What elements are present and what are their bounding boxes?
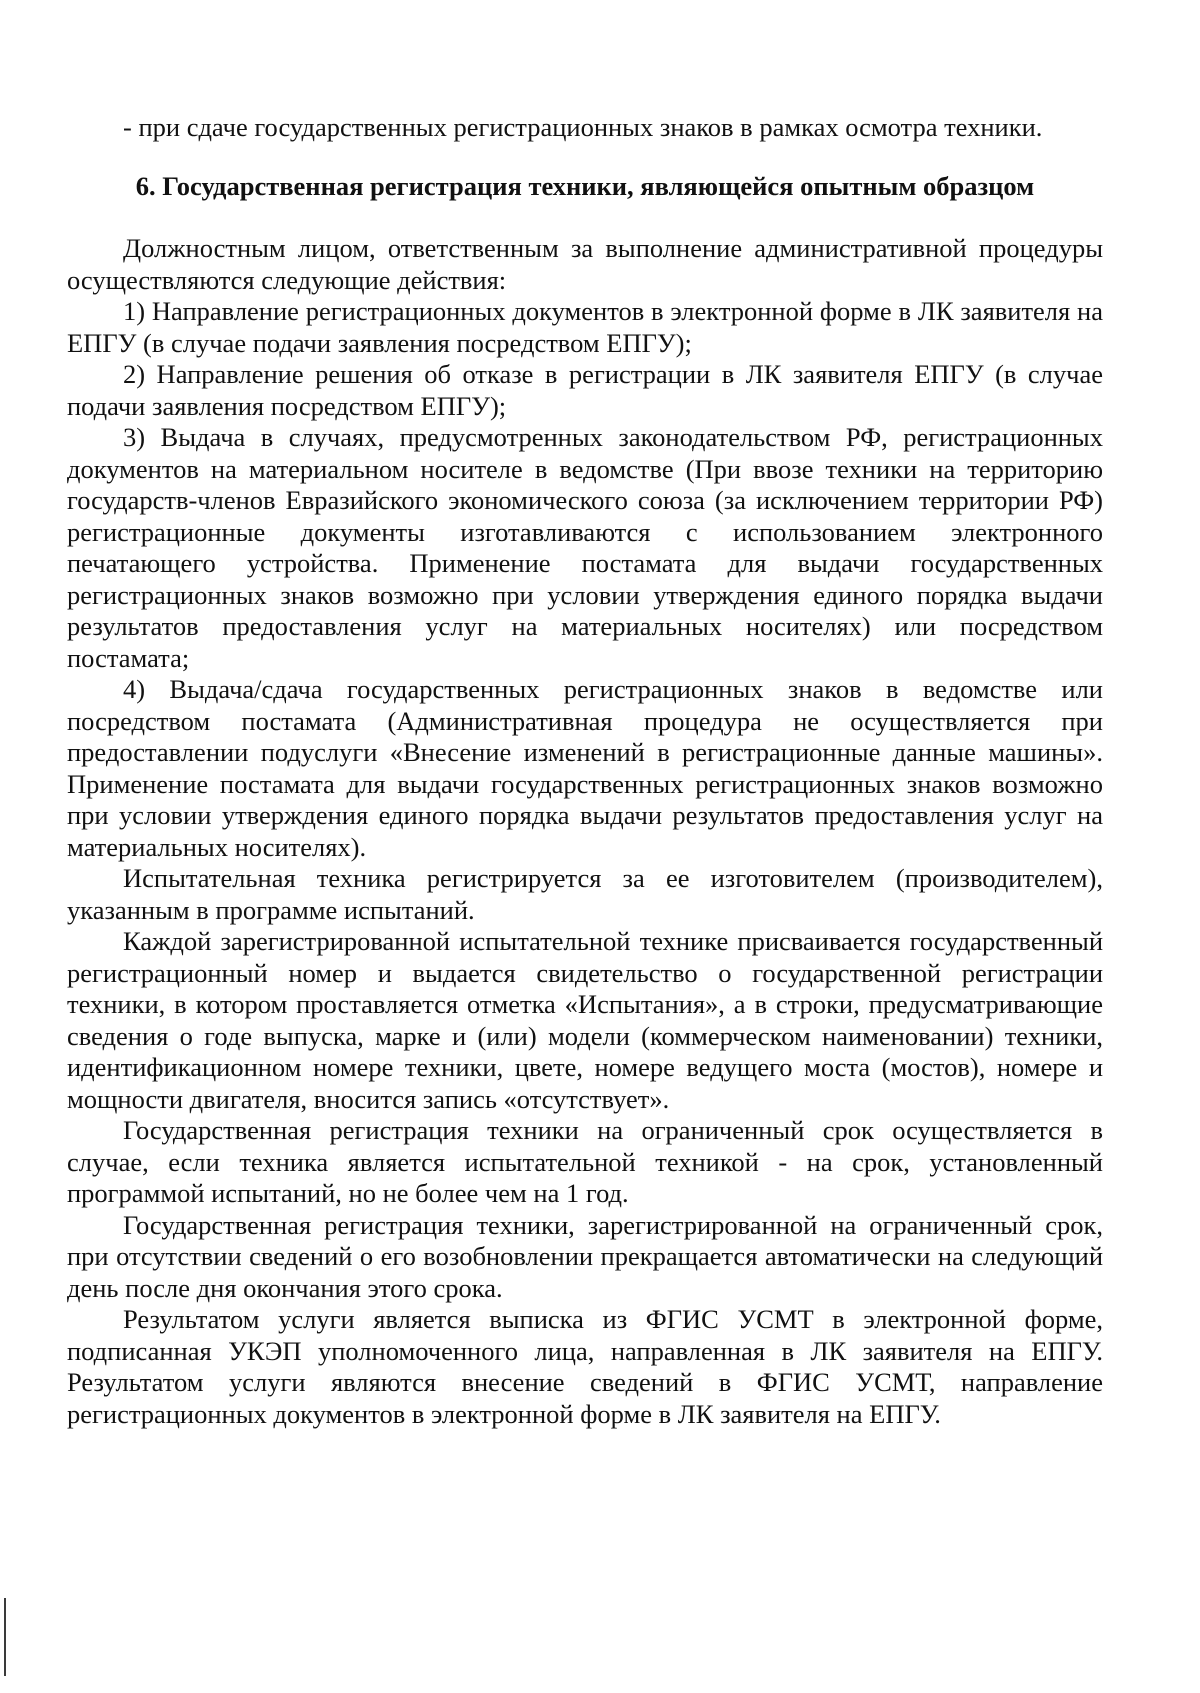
paragraph-termination: Государственная регистрация техники, зарегистрированной на ограниченный срок, при отсутствии сведений о его возобновлении прекращается автоматически на следующий день после дня окончания этого срока. (67, 1209, 1103, 1303)
paragraph-test-equipment: Испытательная техника регистрируется за ее изготовителем (производителем), указанным в программе испытаний. (67, 863, 1103, 925)
paragraph-item-3: 3) Выдача в случаях, предусмотренных законодательством РФ, регистрационных документов на материальном носителе в ведомстве (При ввозе техники на территорию государств-членов Евразийского экономического союза (за исключением территории РФ) регистрационные документы изготавливаются с использованием электронного печатающего устройства. Применение постамата для выдачи государственных регистрационных знаков возможно при условии утверждения единого порядка выдачи результатов предоставления услуг на материальных носителях) или посредством постамата; (67, 422, 1103, 673)
intro-line: - при сдаче государственных регистрационных знаков в рамках осмотра техники. (123, 112, 1043, 142)
paragraph-limited-term: Государственная регистрация техники на ограниченный срок осуществляется в случае, если техника является испытательной техникой - на срок, установленный программой испытаний, но не более чем на 1 год. (67, 1115, 1103, 1208)
paragraph-registration-number: Каждой зарегистрированной испытательной технике присваивается государственный регистрационный номер и выдается свидетельство о государственной регистрации техники, в котором проставляется отметка «Испытания», а в строки, предусматривающие сведения о годе выпуска, марке и (или) модели (коммерческом наименовании) техники, идентификационном номере техники, цвете, номере ведущего моста (мостов), номере и мощности двигателя, вносится запись «отсутствует». (67, 926, 1103, 1114)
scan-edge-mark (4, 1598, 6, 1676)
paragraph-item-2: 2) Направление решения об отказе в регистрации в ЛК заявителя ЕПГУ (в случае подачи заявления посредством ЕПГУ); (67, 359, 1103, 421)
paragraph-result: Результатом услуги является выписка из ФГИС УСМТ в электронной форме, подписанная УКЭП уполномоченного лица, направленная в ЛК заявителя на ЕПГУ. Результатом услуги являются внесение сведений в ФГИС УСМТ, направление регистрационных документов в электронной форме в ЛК заявителя на ЕПГУ. (67, 1304, 1103, 1429)
document-body (67, 112, 1103, 1430)
paragraph-responsible-actions: Должностным лицом, ответственным за выполнение административной процедуры осуществляются следующие действия: (67, 233, 1103, 295)
paragraph-item-4: 4) Выдача/сдача государственных регистрационных знаков в ведомстве или посредством постамата (Административная процедура не осуществляется при предоставлении подуслуги «Внесение изменений в регистрационные данные машины». Применение постамата для выдачи государственных регистрационных знаков возможно при условии утверждения единого порядка выдачи результатов предоставления услуг на материальных носителях). (67, 674, 1103, 862)
section-heading: 6. Государственная регистрация техники, являющейся опытным образцом (135, 170, 1035, 201)
paragraph-item-1: 1) Направление регистрационных документов в электронной форме в ЛК заявителя на ЕПГУ (в случае подачи заявления посредством ЕПГУ); (67, 296, 1103, 358)
